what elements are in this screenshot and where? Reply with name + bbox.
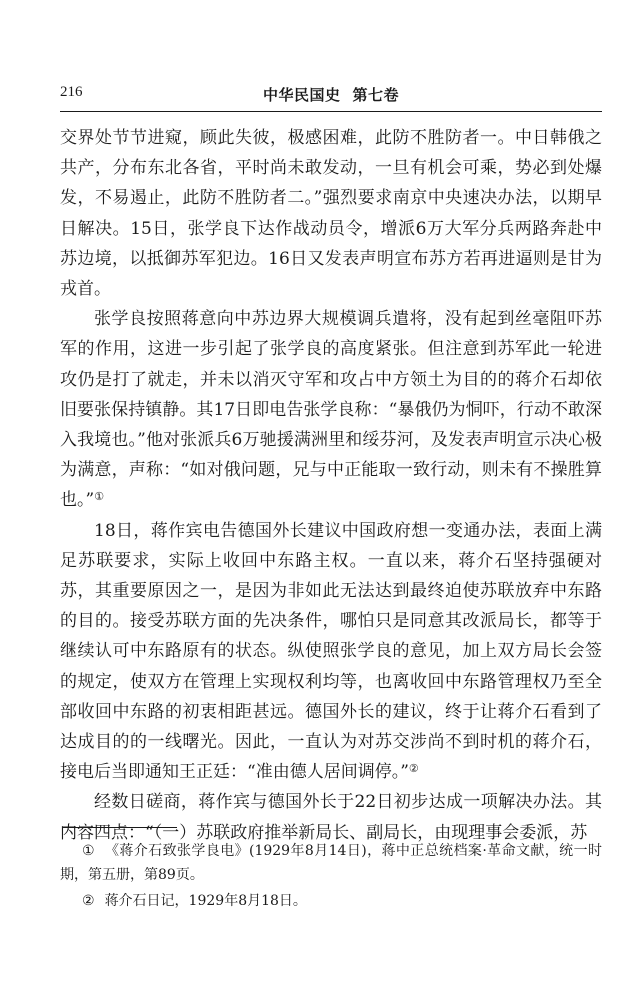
paragraph-1 [60, 123, 602, 304]
header-rule [60, 111, 602, 112]
footnote-text: 《蒋介石致张学良电》(1929年8月14日)，蒋中正总统档案·革命文献，统一时期，第五册，第89页。 [60, 843, 602, 883]
footnote-1 [60, 839, 602, 887]
paragraph-text: 交界处节节进窥，顾此失彼，极感困难，此防不胜防者一。中日韩俄之共产，分布东北各省，平时尚未敢发动，一旦有机会可乘，势必到处爆发，不易遏止，此防不胜防者二。”强烈要求南京中央速决办法，以期早日解决。15日，张学良下达作战动员令，增派6万大军分兵两路奔赴中苏边境，以抵御苏军犯边。16日又发表声明宣布苏方若再进逼则是甘为戎首。 [60, 128, 602, 300]
body-text [60, 123, 602, 848]
footnotes [60, 839, 602, 915]
footnote-ref[interactable]: ① [94, 490, 105, 504]
footnote-rule [62, 827, 177, 828]
footnote-2 [60, 889, 602, 913]
footnote-text: 蒋介石日记，1929年8月18日。 [104, 893, 307, 909]
paragraph-2 [60, 304, 602, 515]
footnote-mark: ② [82, 893, 95, 909]
paragraph-text: 经数日磋商，蒋作宾与德国外长于22日初步达成一项解决办法。其内容四点：“（一）苏联政府推举新局长、副局长，由现理事会委派，苏 [60, 792, 602, 843]
book-title: 中华民国史 [262, 86, 341, 104]
running-title [60, 84, 602, 105]
paragraph-text: 张学良按照蒋意向中苏边界大规模调兵遣将，没有起到丝毫阻吓苏军的作用，这进一步引起了张学良的高度紧张。但注意到苏军此一轮进攻仍是打了就走，并未以消灭守军和攻占中方领土为目的的蒋介石却依旧要张保持镇静。其17日即电告张学良称：“暴俄仍为恫吓，行动不敢深入我境也。”他对张派兵6万驰援满洲里和绥芬河，及发表声明宣示决心极为满意，声称：“如对俄问题，兄与中正能取一致行动，则未有不操胜算也。” [60, 309, 602, 511]
page-number: 216 [60, 84, 83, 100]
footnote-mark: ① [82, 843, 95, 859]
footnote-ref[interactable]: ② [408, 762, 419, 776]
paragraph-text: 18日，蒋作宾电告德国外长建议中国政府想一变通办法，表面上满足苏联要求，实际上收回中东路主权。一直以来，蒋介石坚持强硬对苏，其重要原因之一，是因为非如此无法达到最终迫使苏联放弃中东路的目的。接受苏联方面的先决条件，哪怕只是同意其改派局长，都等于继续认可中东路原有的状态。纵使照张学良的意见，加上双方局长会签的规定，使双方在管理上实现权利均等，也离收回中东路管理权乃至全部收回中东路的初衷相距甚远。德国外长的建议，终于让蒋介石看到了达成目的的一线曙光。因此，一直认为对苏交涉尚不到时机的蒋介石，接电后当即通知王正廷：“准由德人居间调停。” [60, 520, 602, 783]
page-header [60, 84, 602, 108]
volume-label: 第七卷 [352, 86, 400, 104]
paragraph-3 [60, 516, 602, 788]
